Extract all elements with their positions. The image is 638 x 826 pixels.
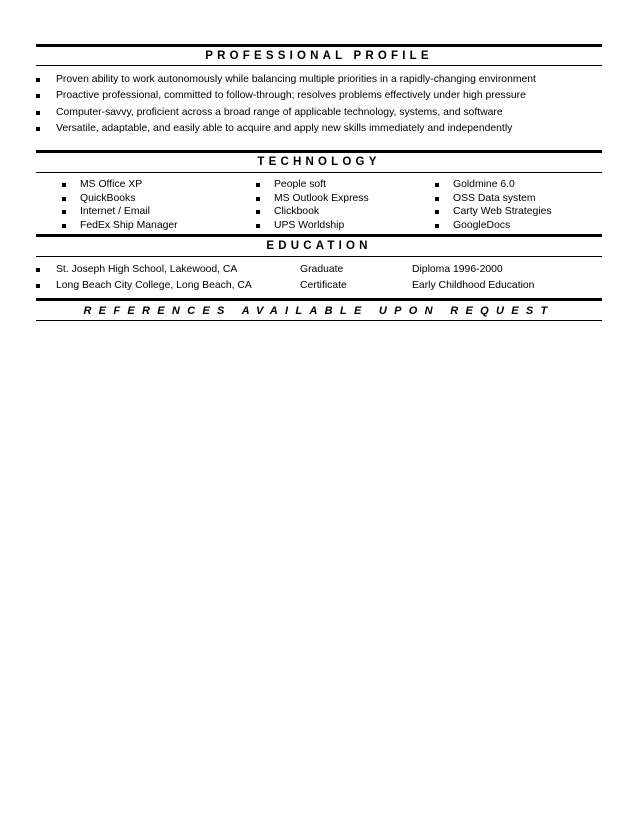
list-item bbox=[435, 178, 552, 192]
tech-item: UPS Worldship bbox=[274, 219, 345, 231]
square-bullet-icon bbox=[256, 197, 260, 201]
square-bullet-icon bbox=[435, 183, 439, 187]
square-bullet-icon bbox=[36, 284, 40, 288]
square-bullet-icon bbox=[256, 210, 260, 214]
square-bullet-icon bbox=[36, 268, 40, 272]
tech-item: Clickbook bbox=[274, 206, 320, 217]
profile-item: Proven ability to work autonomously while balancing multiple priorities in a rapidly-changing environment bbox=[56, 74, 536, 85]
square-bullet-icon bbox=[36, 127, 40, 131]
tech-item: GoogleDocs bbox=[453, 219, 511, 231]
square-bullet-icon bbox=[256, 183, 260, 187]
square-bullet-icon bbox=[36, 78, 40, 82]
list-item bbox=[36, 105, 536, 121]
profile-item: Proactive professional, committed to follow-through; resolves problems effectively under high pressure bbox=[56, 90, 526, 102]
list-item bbox=[256, 178, 369, 192]
section-rule bbox=[36, 150, 602, 153]
section-rule bbox=[36, 44, 602, 47]
list-item bbox=[256, 205, 369, 219]
square-bullet-icon bbox=[36, 111, 40, 115]
section-rule bbox=[36, 172, 602, 173]
technology-column bbox=[435, 178, 552, 232]
technology-column bbox=[256, 178, 369, 232]
tech-item: People soft bbox=[274, 179, 326, 190]
profile-item: Versatile, adaptable, and easily able to acquire and apply new skills immediately and independently bbox=[56, 122, 513, 134]
tech-item: Internet / Email bbox=[80, 206, 150, 217]
tech-item: FedEx Ship Manager bbox=[80, 219, 178, 231]
square-bullet-icon bbox=[435, 197, 439, 201]
tech-item: MS Outlook Express bbox=[274, 192, 369, 204]
square-bullet-icon bbox=[62, 210, 66, 214]
education-heading: EDUCATION bbox=[266, 240, 372, 252]
list-item bbox=[36, 88, 536, 104]
education-detail: Early Childhood Education bbox=[412, 280, 535, 291]
list-item bbox=[435, 219, 552, 233]
tech-item: MS Office XP bbox=[80, 179, 143, 190]
technology-heading: TECHNOLOGY bbox=[257, 156, 381, 168]
education-award: Graduate bbox=[300, 264, 344, 275]
list-item bbox=[62, 178, 178, 192]
square-bullet-icon bbox=[435, 210, 439, 214]
square-bullet-icon bbox=[62, 224, 66, 228]
technology-column bbox=[62, 178, 178, 232]
list-item bbox=[256, 219, 369, 233]
profile-list bbox=[36, 72, 536, 137]
list-item bbox=[62, 205, 178, 219]
tech-item: OSS Data system bbox=[453, 192, 536, 204]
section-rule bbox=[36, 234, 602, 237]
square-bullet-icon bbox=[36, 94, 40, 98]
references-note: REFERENCES AVAILABLE UPON REQUEST bbox=[83, 305, 555, 317]
education-detail: Diploma 1996-2000 bbox=[412, 264, 503, 275]
tech-item: Goldmine 6.0 bbox=[453, 179, 515, 190]
education-award: Certificate bbox=[300, 280, 347, 291]
list-item bbox=[62, 219, 178, 233]
section-rule bbox=[36, 298, 602, 301]
section-rule bbox=[36, 320, 602, 321]
tech-item: Carty Web Strategies bbox=[453, 206, 552, 217]
profile-heading: PROFESSIONAL PROFILE bbox=[205, 50, 433, 62]
education-school: St. Joseph High School, Lakewood, CA bbox=[56, 264, 238, 275]
list-item bbox=[62, 192, 178, 206]
list-item bbox=[36, 72, 536, 88]
square-bullet-icon bbox=[62, 197, 66, 201]
list-item bbox=[435, 205, 552, 219]
list-item bbox=[256, 192, 369, 206]
section-rule bbox=[36, 256, 602, 257]
list-item bbox=[435, 192, 552, 206]
square-bullet-icon bbox=[256, 224, 260, 228]
square-bullet-icon bbox=[435, 224, 439, 228]
tech-item: QuickBooks bbox=[80, 192, 136, 204]
section-rule bbox=[36, 65, 602, 66]
education-school: Long Beach City College, Long Beach, CA bbox=[56, 280, 252, 291]
profile-item: Computer-savvy, proficient across a broad range of applicable technology, systems, and software bbox=[56, 106, 503, 118]
list-item bbox=[36, 121, 536, 137]
square-bullet-icon bbox=[62, 183, 66, 187]
